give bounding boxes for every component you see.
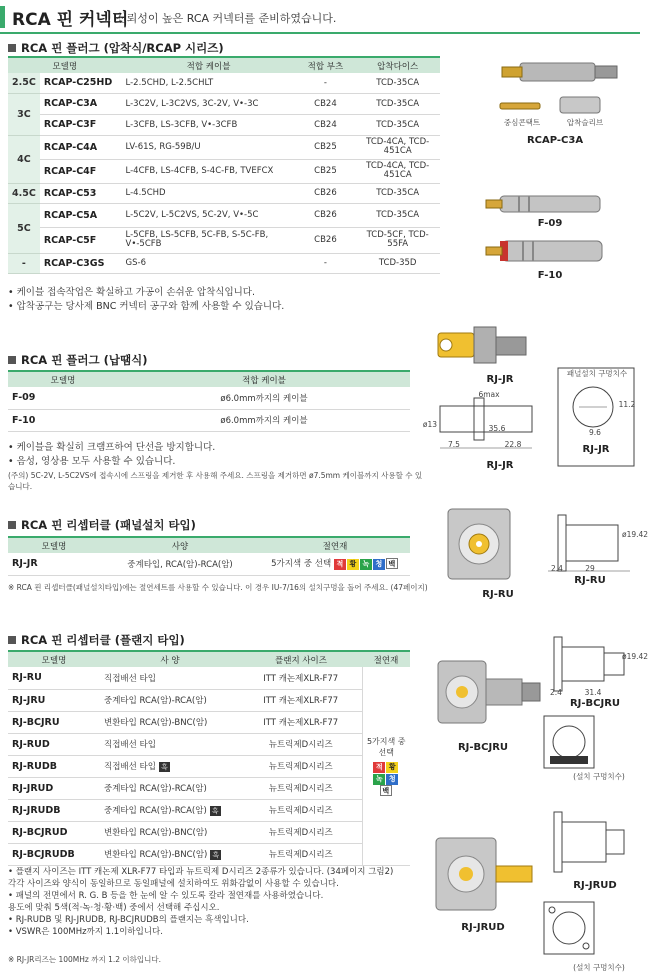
model-cell: F-10 — [8, 409, 118, 431]
flange-cell: ITT 캐논제XLR-F77 — [240, 689, 362, 711]
model-cell: RJ-BCJRU — [8, 711, 100, 733]
die-cell: TCD-35D — [355, 253, 440, 273]
model-cell: RJ-JRUDB — [8, 799, 100, 821]
header-accent-bar — [0, 6, 5, 28]
solder-caution: (주의) 5C-2V, L-5C2VS에 접속시에 스프링을 제거한 후 사용해 주세요. 스프링을 제거하면 ø7.5mm 케이블까지 사용할 수 있습니다. — [8, 471, 423, 491]
col-header: 모델명 — [8, 57, 122, 73]
dim-22-8: 22.8 — [504, 440, 522, 449]
rcap-table — [8, 56, 440, 274]
cable-group: 3C — [8, 93, 40, 135]
panel-hole-title: 패널설치 구멍치수 — [566, 369, 628, 378]
bullet-square-icon — [8, 356, 16, 364]
table-row — [8, 93, 440, 114]
table-row — [8, 203, 440, 227]
model-cell: RJ-JR — [8, 553, 100, 575]
die-cell: TCD-4CA, TCD-451CA — [355, 159, 440, 183]
model-cell: RCAP-C3F — [40, 114, 122, 135]
die-cell: TCD-35CA — [355, 93, 440, 114]
dim-9-6: 9.6 — [589, 428, 601, 437]
cable-cell: L-2.5CHD, L-2.5CHLT — [122, 73, 296, 93]
die-cell: TCD-5CF, TCD-55FA — [355, 227, 440, 253]
insulator-cell: 5가지색 중 선택 적 황 녹 청 백 — [260, 553, 410, 575]
boot-cell: CB26 — [296, 183, 356, 203]
table-row — [8, 159, 440, 183]
rj-jr-label: RJ-JR — [486, 374, 514, 385]
model-cell: RJ-RU — [8, 667, 100, 689]
cable-cell: L-5CFB, LS-5CFB, 5C-FB, S-5C-FB, V•-5CFB — [122, 227, 296, 253]
rcap-notes: • 케이블 접속작업은 확실하고 가공이 손쉬운 압착식입니다. • 압착공구는 당사제 BNC 커넥터 공구와 함께 사용할 수 있습니다. — [8, 287, 285, 312]
flange-cell: ITT 캐논제XLR-F77 — [240, 667, 362, 689]
model-cell: RCAP-C25HD — [40, 73, 122, 93]
col-header: 절연재 — [260, 537, 410, 553]
spec-cell: 변환타입 RCA(암)-BNC(암) — [100, 821, 240, 843]
rj-jrud-drawing-label: RJ-JRUD — [573, 880, 617, 891]
panel-receptacle-note: ※ RCA 핀 리셉터클(패널설치타입)에는 절연세트를 사용할 수 있습니다. 이 경우 IU-7/16의 설치구멍을 돌어 주세요. (47페이지) — [8, 583, 428, 592]
col-header: 모델명 — [8, 371, 118, 387]
model-cell: RCAP-C5A — [40, 203, 122, 227]
model-cell: RJ-RUD — [8, 733, 100, 755]
rj-ru-drawing-label: RJ-RU — [574, 575, 606, 586]
bullet-square-icon — [8, 636, 16, 644]
center-contact-label: 중심콘택트 — [503, 118, 541, 127]
model-cell: RCAP-C3A — [40, 93, 122, 114]
boot-cell: CB24 — [296, 114, 356, 135]
boot-cell: CB26 — [296, 203, 356, 227]
rj-bcjru-drawing-label: RJ-BCJRU — [569, 698, 621, 709]
color-yellow-swatch: 황 — [347, 559, 359, 570]
cable-cell: GS-6 — [122, 253, 296, 273]
col-header: 사양 — [100, 537, 260, 553]
boot-cell: - — [296, 73, 356, 93]
table-row — [8, 114, 440, 135]
die-cell: TCD-35CA — [355, 114, 440, 135]
col-header: 적합 부츠 — [296, 57, 356, 73]
rj-jrud-photo-label: RJ-JRUD — [461, 922, 505, 933]
table-row — [8, 667, 410, 689]
dim-2-4: 2.4 — [550, 688, 562, 697]
col-header: 플랜지 사이즈 — [240, 651, 362, 667]
table-row — [8, 733, 410, 755]
flange-vswr-note: ※ RJ-JR리즈는 100MHz 까지 1.2 이하입니다. — [8, 955, 162, 964]
dim-d19-42: ø19.42 — [622, 530, 648, 539]
table-row — [8, 387, 410, 409]
spec-cell: 중계타입 RCA(암)-RCA(암) — [100, 689, 240, 711]
rj-jr-drawing-label: RJ-JR — [486, 460, 514, 471]
dim-d13: ø13 — [422, 420, 438, 429]
spec-cell: 변환타입 RCA(암)-BNC(암) — [100, 711, 240, 733]
dim-29: 29 — [585, 564, 595, 573]
color-green-swatch: 녹 — [373, 774, 385, 785]
color-red-swatch: 적 — [334, 559, 346, 570]
section-title-solder: RCA 핀 플러그 (납땜식) — [8, 352, 147, 368]
col-header: 압착다이스 — [355, 57, 440, 73]
rj-bcjru-photo-label: RJ-BCJRU — [457, 742, 509, 753]
color-red-swatch: 적 — [373, 762, 385, 773]
color-white-swatch: 백 — [380, 785, 392, 796]
spec-cell: 중계타입 RCA(암)-RCA(암) 흑 — [100, 799, 240, 821]
color-green-swatch: 녹 — [360, 559, 372, 570]
dim-2-4: 2.4 — [551, 564, 563, 573]
flange-cell: 뉴트릭제D시리즈 — [240, 799, 362, 821]
cable-group: 2.5C — [8, 73, 40, 93]
f10-illustration — [478, 235, 628, 271]
model-cell: RCAP-C53 — [40, 183, 122, 203]
table-row — [8, 821, 410, 843]
rj-jrud-drawing — [548, 808, 630, 878]
flange-cell: 뉴트릭제D시리즈 — [240, 733, 362, 755]
flange-cell: 뉴트릭제D시리즈 — [240, 821, 362, 843]
table-row — [8, 799, 410, 821]
model-cell: RCAP-C4A — [40, 135, 122, 159]
panel-rj-jr-label: RJ-JR — [582, 444, 610, 455]
flange-receptacle-table — [8, 650, 410, 866]
flange-cell: 뉴트릭제D시리즈 — [240, 843, 362, 865]
col-header: 절연재 — [362, 651, 410, 667]
model-cell: F-09 — [8, 387, 118, 409]
spec-cell: 변환타입 RCA(암)-BNC(암) 흑 — [100, 843, 240, 865]
model-cell: RCAP-C4F — [40, 159, 122, 183]
table-row — [8, 183, 440, 203]
table-row — [8, 755, 410, 777]
cable-group: - — [8, 253, 40, 273]
color-yellow-swatch: 황 — [386, 762, 398, 773]
rj-jr-illustration — [430, 325, 540, 375]
boot-cell: CB26 — [296, 227, 356, 253]
die-cell: TCD-35CA — [355, 203, 440, 227]
black-flange-badge: 흑 — [212, 851, 220, 859]
table-row — [8, 409, 410, 431]
cable-cell: L-4.5CHD — [122, 183, 296, 203]
table-row — [8, 711, 410, 733]
spec-cell: 중계타입 RCA(암)-RCA(암) — [100, 777, 240, 799]
rj-bcjru-illustration — [432, 655, 547, 735]
col-header: 모델명 — [8, 537, 100, 553]
cable-cell: L-5C2V, L-5C2VS, 5C-2V, V•-5C — [122, 203, 296, 227]
table-row — [8, 689, 410, 711]
spec-cell: 직접배선 타입 흑 — [100, 755, 240, 777]
table-row — [8, 227, 440, 253]
cable-cell: LV-61S, RG-59B/U — [122, 135, 296, 159]
color-white-swatch: 백 — [386, 558, 398, 569]
page-title: RCA 핀 커넥터 — [12, 10, 129, 30]
col-header: 적합 케이블 — [118, 371, 410, 387]
cable-cell: L-4CFB, LS-4CFB, S-4C-FB, TVEFCX — [122, 159, 296, 183]
section-title-panel-receptacle: RCA 핀 리셉터클 (패널설치 타입) — [8, 517, 196, 533]
table-row — [8, 135, 440, 159]
model-cell: RJ-JRU — [8, 689, 100, 711]
rj-bcjru-drawing — [548, 635, 630, 695]
rj-jrud-illustration — [432, 830, 542, 925]
table-header-row — [8, 57, 440, 73]
model-cell: RCAP-C3GS — [40, 253, 122, 273]
table-row — [8, 777, 410, 799]
table-row — [8, 73, 440, 93]
f09-illustration — [478, 190, 628, 220]
dim-7-5: 7.5 — [448, 440, 460, 449]
model-cell: RJ-BCJRUD — [8, 821, 100, 843]
page-subtitle: 신뢰성이 높은 RCA 커넥터를 준비하였습니다. — [116, 12, 337, 25]
dim-d19-42: ø19.42 — [622, 652, 648, 661]
table-row — [8, 253, 440, 273]
cable-group: 5C — [8, 203, 40, 253]
flange-cell: ITT 캐논제XLR-F77 — [240, 711, 362, 733]
cable-group: 4C — [8, 135, 40, 183]
boot-cell: CB24 — [296, 93, 356, 114]
insulator-cell: 5가지색 중 선택 적 황 녹 청 백 — [362, 667, 410, 865]
boot-cell: - — [296, 253, 356, 273]
cable-cell: ø6.0mm까지의 케이블 — [118, 387, 410, 409]
model-cell: RJ-BCJRUDB — [8, 843, 100, 865]
solder-notes: • 케이블을 확실히 크램프하여 단선을 방지합니다. • 음성, 영상용 모두 사용할 수 있습니다. — [8, 442, 216, 467]
table-row — [8, 553, 410, 575]
dim-35-6: 35.6 — [488, 424, 506, 433]
die-cell: TCD-4CA, TCD-451CA — [355, 135, 440, 159]
dim-6max: 6max — [478, 390, 500, 399]
rcap-c3a-label: RCAP-C3A — [526, 135, 584, 146]
crimp-sleeve-label: 압착슬리브 — [566, 118, 604, 127]
page-header — [0, 0, 640, 34]
dim-31-4: 31.4 — [584, 688, 602, 697]
color-blue-swatch: 청 — [386, 774, 398, 785]
bullet-square-icon — [8, 521, 16, 529]
black-flange-badge: 흑 — [160, 763, 168, 771]
die-cell: TCD-35CA — [355, 73, 440, 93]
col-header: 적합 케이블 — [122, 57, 296, 73]
flange-notes: • 플랜지 사이즈는 ITT 캐논제 XLR-F77 타입과 뉴트릭제 D시리즈 2종류가 있습니다. (34페이지 그림2) 각각 사이즈와 양식이 동일하므로 동일패널에 설치하여도 위화감없이 사용할 수 있습니다. • 패널의 전면에서 R. G. B 등을 한 눈에 알 수 있도록 칼라 절연재를 사용하였습니다. 용도에 맞춰 5색(적·녹·청·황·백) 중에서 선택해 주십시오. • RJ-RUDB 및 RJ-JRUDB, RJ-BCJRUDB의 플랜지는 흑색입니다. • VSWR은 100MHz까지 1.1이하입니다. — [8, 867, 394, 937]
cable-group: 4.5C — [8, 183, 40, 203]
spec-cell: 직접배선 타입 — [100, 733, 240, 755]
section-title-flange-receptacle: RCA 핀 리셉터클 (플랜지 타입) — [8, 632, 185, 648]
panel-receptacle-table — [8, 536, 410, 576]
color-blue-swatch: 청 — [373, 559, 385, 570]
rj-jrud-mount-drawing — [540, 898, 616, 964]
boot-cell: CB25 — [296, 135, 356, 159]
f10-label: F-10 — [537, 270, 563, 281]
rj-ru-illustration — [440, 505, 520, 585]
bullet-square-icon — [8, 44, 16, 52]
solder-plug-table — [8, 370, 410, 432]
mount-hole-label: (설치 구멍치수) — [573, 772, 625, 781]
black-flange-badge: 흑 — [211, 807, 219, 815]
col-header: 모델명 — [8, 651, 100, 667]
mount-hole-label: (설치 구멍치수) — [573, 963, 625, 972]
section-title-rcap: RCA 핀 플러그 (압착식/RCAP 시리즈) — [8, 40, 224, 56]
f09-label: F-09 — [537, 218, 563, 229]
model-cell: RJ-RUDB — [8, 755, 100, 777]
cable-cell: ø6.0mm까지의 케이블 — [118, 409, 410, 431]
flange-cell: 뉴트릭제D시리즈 — [240, 777, 362, 799]
model-cell: RJ-JRUD — [8, 777, 100, 799]
table-row — [8, 843, 410, 865]
rj-ru-photo-label: RJ-RU — [482, 589, 514, 600]
spec-cell: 직접배선 타입 — [100, 667, 240, 689]
die-cell: TCD-35CA — [355, 183, 440, 203]
model-cell: RCAP-C5F — [40, 227, 122, 253]
col-header: 사 양 — [100, 651, 240, 667]
dim-11-2: 11.2 — [618, 400, 636, 409]
boot-cell: CB25 — [296, 159, 356, 183]
spec-cell: 중계타입, RCA(암)-RCA(암) — [100, 553, 260, 575]
cable-cell: L-3C2V, L-3C2VS, 3C-2V, V•-3C — [122, 93, 296, 114]
flange-cell: 뉴트릭제D시리즈 — [240, 755, 362, 777]
cable-cell: L-3CFB, LS-3CFB, V•-3CFB — [122, 114, 296, 135]
